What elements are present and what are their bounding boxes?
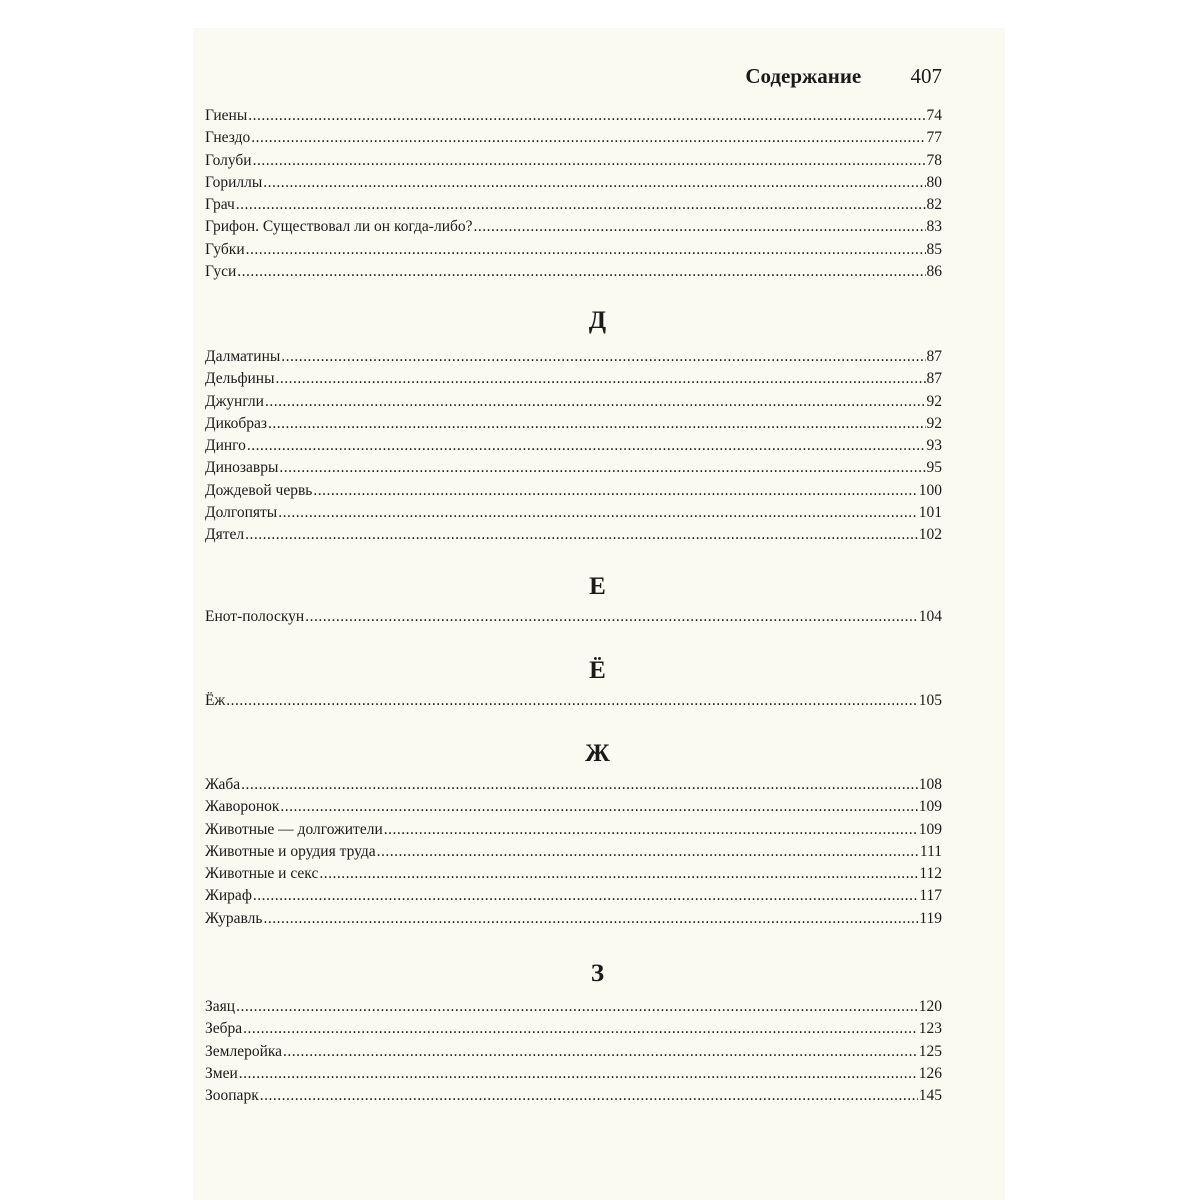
- dot-leader: [384, 819, 918, 841]
- toc-entry-title: Зоопарк: [205, 1087, 259, 1105]
- toc-entry: [205, 606, 942, 628]
- dot-leader: [253, 885, 918, 907]
- toc-entry-title: Голуби: [205, 151, 252, 169]
- toc-entry: [205, 413, 942, 435]
- toc-entry-title: Зебра: [205, 1020, 243, 1038]
- toc-group: [205, 105, 942, 283]
- toc-entry-page: 77: [926, 129, 942, 147]
- toc-entry: [205, 216, 942, 238]
- dot-leader: [283, 1041, 918, 1063]
- dot-leader: [236, 194, 926, 216]
- dot-leader: [246, 239, 926, 261]
- toc-entry-page: 80: [926, 173, 942, 191]
- toc-entry-page: 82: [926, 196, 942, 214]
- dot-leader: [276, 368, 926, 390]
- toc-entry-page: 78: [926, 151, 942, 169]
- toc-entry: [205, 885, 942, 907]
- toc-entry: [205, 368, 942, 390]
- toc-entry-page: 109: [918, 798, 942, 816]
- toc-entry-page: 93: [926, 437, 942, 455]
- toc-entry-page: 95: [926, 459, 942, 477]
- dot-leader: [239, 1063, 918, 1085]
- toc-group: [205, 690, 942, 712]
- toc-entry-page: 108: [918, 776, 942, 793]
- toc-entry-title: Грач: [205, 196, 235, 214]
- dot-leader: [247, 435, 926, 457]
- toc-entry: [205, 996, 942, 1018]
- toc-entry: [205, 391, 942, 413]
- toc-entry-title: Дельфины: [205, 370, 275, 388]
- dot-leader: [241, 774, 918, 796]
- dot-leader: [278, 502, 918, 524]
- toc-entry: [205, 457, 942, 479]
- toc-entry: [205, 774, 942, 796]
- toc-entry-title: Гуси: [205, 263, 237, 281]
- toc-entry-page: 100: [918, 481, 942, 499]
- toc-entry: [205, 524, 942, 546]
- toc-entry-title: Дятел: [205, 526, 245, 544]
- page-number: 407: [910, 64, 942, 88]
- toc-entry-title: Животные и орудия труда: [205, 842, 376, 860]
- toc-group: [205, 346, 942, 547]
- dot-leader: [251, 127, 925, 149]
- dot-leader: [253, 150, 926, 172]
- dot-leader: [263, 172, 925, 194]
- toc-entry: [205, 105, 942, 127]
- toc-entry-page: 87: [926, 348, 942, 365]
- toc-entry-title: Заяц: [205, 998, 236, 1015]
- toc-entry-title: Долгопяты: [205, 504, 278, 522]
- toc-entry-page: 111: [919, 842, 942, 860]
- toc-entry: [205, 841, 942, 863]
- toc-entry-page: 105: [918, 692, 942, 709]
- toc-entry: [205, 150, 942, 172]
- toc-entry-title: Жаба: [205, 776, 241, 793]
- section-letter-heading: Е: [589, 573, 606, 600]
- dot-leader: [305, 606, 918, 628]
- toc-entry: [205, 435, 942, 457]
- toc-entry-title: Змеи: [205, 1064, 238, 1082]
- section-letter-heading: З: [590, 960, 605, 987]
- toc-entry-page: 112: [919, 865, 942, 883]
- dot-leader: [243, 1018, 918, 1040]
- toc-entry-page: 123: [918, 1020, 942, 1038]
- toc-entry-page: 101: [918, 504, 942, 522]
- toc-entry-title: Гнездо: [205, 129, 251, 147]
- toc-entry: [205, 908, 942, 930]
- toc-entry-title: Жираф: [205, 887, 252, 905]
- toc-entry-page: 117: [919, 887, 942, 905]
- dot-leader: [279, 457, 925, 479]
- toc-entry-page: 92: [926, 414, 942, 432]
- toc-entry-title: Животные — долгожители: [205, 820, 383, 838]
- dot-leader: [280, 796, 917, 818]
- toc-entry-page: 83: [926, 218, 942, 236]
- dot-leader: [319, 863, 918, 885]
- toc-entry-title: Животные и секс: [205, 865, 319, 883]
- dot-leader: [281, 346, 925, 368]
- toc-entry: [205, 1063, 942, 1085]
- toc-entry: [205, 1085, 942, 1107]
- toc-entry: [205, 863, 942, 885]
- toc-entry-title: Далматины: [205, 348, 281, 365]
- toc-entry: [205, 194, 942, 216]
- toc-entry: [205, 1041, 942, 1063]
- toc-entry-title: Гориллы: [205, 173, 263, 191]
- toc-entry: [205, 239, 942, 261]
- toc-entry: [205, 690, 942, 712]
- toc-entry-page: 109: [918, 820, 942, 838]
- toc-entry-title: Губки: [205, 240, 245, 258]
- toc-group: [205, 774, 942, 930]
- section-letter-heading: Д: [588, 307, 607, 334]
- toc-entry-title: Землеройка: [205, 1042, 283, 1060]
- section-letter-heading: Ё: [589, 657, 606, 684]
- toc-entry: [205, 796, 942, 818]
- dot-leader: [260, 1085, 918, 1107]
- dot-leader: [245, 524, 918, 546]
- dot-leader: [474, 216, 926, 238]
- dot-leader: [263, 908, 918, 930]
- toc-entry: [205, 127, 942, 149]
- toc-entry-page: 104: [918, 608, 942, 625]
- toc-entry: [205, 346, 942, 368]
- dot-leader: [236, 996, 918, 1018]
- toc-group: [205, 996, 942, 1107]
- running-header-title: Содержание: [745, 64, 862, 88]
- toc-entry-page: 145: [918, 1087, 942, 1105]
- toc-entry-page: 74: [926, 107, 942, 124]
- dot-leader: [248, 105, 925, 127]
- toc-entry-title: Дикобраз: [205, 414, 267, 432]
- toc-entry: [205, 1018, 942, 1040]
- toc-entry-page: 92: [926, 392, 942, 410]
- toc-group: [205, 606, 942, 628]
- dot-leader: [313, 480, 917, 502]
- dot-leader: [237, 261, 925, 283]
- toc-entry-page: 86: [926, 263, 942, 281]
- toc-entry-title: Журавль: [205, 909, 263, 927]
- section-letter-heading: Ж: [585, 740, 610, 767]
- toc-entry-page: 119: [919, 909, 942, 927]
- toc-entry-title: Енот-полоскун: [205, 608, 305, 625]
- toc-entry-page: 85: [926, 240, 942, 258]
- toc-entry-title: Джунгли: [205, 392, 264, 410]
- toc-entry-title: Дождевой червь: [205, 481, 313, 499]
- dot-leader: [377, 841, 919, 863]
- toc-entry-page: 87: [926, 370, 942, 388]
- toc-entry-page: 102: [918, 526, 942, 544]
- dot-leader: [268, 413, 926, 435]
- toc-entry-title: Динго: [205, 437, 246, 455]
- toc-entry-page: 126: [918, 1064, 942, 1082]
- toc-entry: [205, 819, 942, 841]
- toc-entry-page: 125: [918, 1042, 942, 1060]
- toc-entry: [205, 502, 942, 524]
- toc-entry-title: Динозавры: [205, 459, 279, 477]
- toc-entry-title: Гиены: [205, 107, 248, 124]
- dot-leader: [265, 391, 926, 413]
- running-header: [205, 63, 942, 89]
- dot-leader: [226, 690, 918, 712]
- book-page: [193, 28, 1005, 1200]
- toc-entry-title: Грифон. Существовал ли он когда-либо?: [205, 218, 473, 236]
- toc-entry: [205, 261, 942, 283]
- toc-entry: [205, 172, 942, 194]
- toc-entry-title: Жаворонок: [205, 798, 280, 816]
- toc-entry-title: Ёж: [205, 692, 226, 709]
- toc-entry: [205, 480, 942, 502]
- toc-entry-page: 120: [918, 998, 942, 1015]
